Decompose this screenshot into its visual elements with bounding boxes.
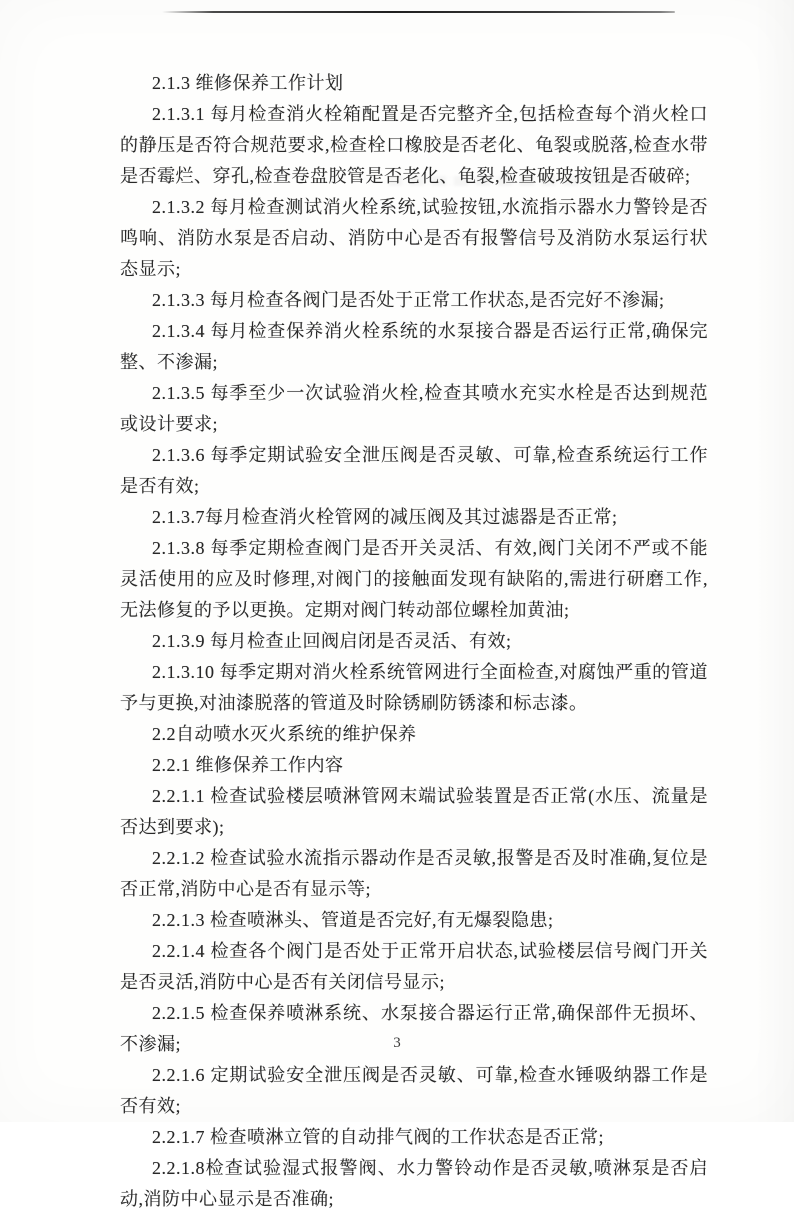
paragraph: 2.2.1.1 检查试验楼层喷淋管网末端试验装置是否正常(水压、流量是否达到要求);	[120, 786, 708, 837]
scan-artifact-line	[162, 11, 675, 13]
paragraph: 2.1.3.1 每月检查消火栓箱配置是否完整齐全,包括检查每个消火栓口的静压是否符合规范要求,检查栓口橡胶是否老化、龟裂或脱落,检查水带是否霉烂、穿孔,检查卷盘胶管是否老化、龟裂,检查破玻按钮是否破碎;	[120, 104, 708, 186]
paragraph: 2.2.1.7 检查喷淋立管的自动排气阀的工作状态是否正常;	[152, 1127, 604, 1147]
page-number: 3	[393, 1035, 401, 1051]
paragraph: 2.1.3.4 每月检查保养消火栓系统的水泵接合器是否运行正常,确保完整、不渗漏;	[120, 321, 708, 372]
paragraph: 2.2.1.6 定期试验安全泄压阀是否灵敏、可靠,检查水锤吸纳器工作是否有效;	[120, 1065, 708, 1116]
scan-edge-shading	[754, 0, 794, 1122]
paragraph: 2.1.3.10 每季定期对消火栓系统管网进行全面检查,对腐蚀严重的管道予与更换,对油漆脱落的管道及时除锈刷防锈漆和标志漆。	[120, 662, 708, 713]
paragraph: 2.2.1.3 检查喷淋头、管道是否完好,有无爆裂隐患;	[152, 910, 554, 930]
paragraph: 2.2.1.8检查试验湿式报警阀、水力警铃动作是否灵敏,喷淋泵是否启动,消防中心显示是否准确;	[120, 1158, 708, 1209]
section-heading: 2.1.3 维修保养工作计划	[152, 73, 344, 93]
paragraph: 2.1.3.9 每月检查止回阀启闭是否灵活、有效;	[152, 631, 512, 651]
paragraph: 2.1.3.5 每季至少一次试验消火栓,检查其喷水充实水栓是否达到规范或设计要求;	[120, 383, 708, 434]
paragraph: 2.1.3.8 每季定期检查阀门是否开关灵活、有效,阀门关闭不严或不能灵活使用的应及时修理,对阀门的接触面发现有缺陷的,需进行研磨工作,无法修复的予以更换。定期对阀门转动部位螺栓加黄油;	[120, 538, 708, 620]
paragraph: 2.1.3.2 每月检查测试消火栓系统,试验按钮,水流指示器水力警铃是否鸣响、消防水泵是否启动、消防中心是否有报警信号及消防水泵运行状态显示;	[120, 197, 708, 279]
paragraph: 2.1.3.6 每季定期试验安全泄压阀是否灵敏、可靠,检查系统运行工作是否有效;	[120, 445, 708, 496]
paragraph: 2.2.1.5 检查保养喷淋系统、水泵接合器运行正常,确保部件无损坏、不渗漏;	[120, 1003, 708, 1054]
paragraph: 2.1.3.3 每月检查各阀门是否处于正常工作状态,是否完好不渗漏;	[152, 290, 665, 310]
section-heading: 2.2.1 维修保养工作内容	[152, 755, 344, 775]
section-heading: 2.2自动喷水灭火系统的维护保养	[152, 724, 417, 744]
paragraph: 2.1.3.7每月检查消火栓管网的减压阀及其过滤器是否正常;	[152, 507, 618, 527]
paragraph: 2.2.1.4 检查各个阀门是否处于正常开启状态,试验楼层信号阀门开关是否灵活,消防中心是否有关闭信号显示;	[120, 941, 708, 992]
paragraph: 2.2.1.2 检查试验水流指示器动作是否灵敏,报警是否及时准确,复位是否正常,消防中心是否有显示等;	[120, 848, 708, 899]
